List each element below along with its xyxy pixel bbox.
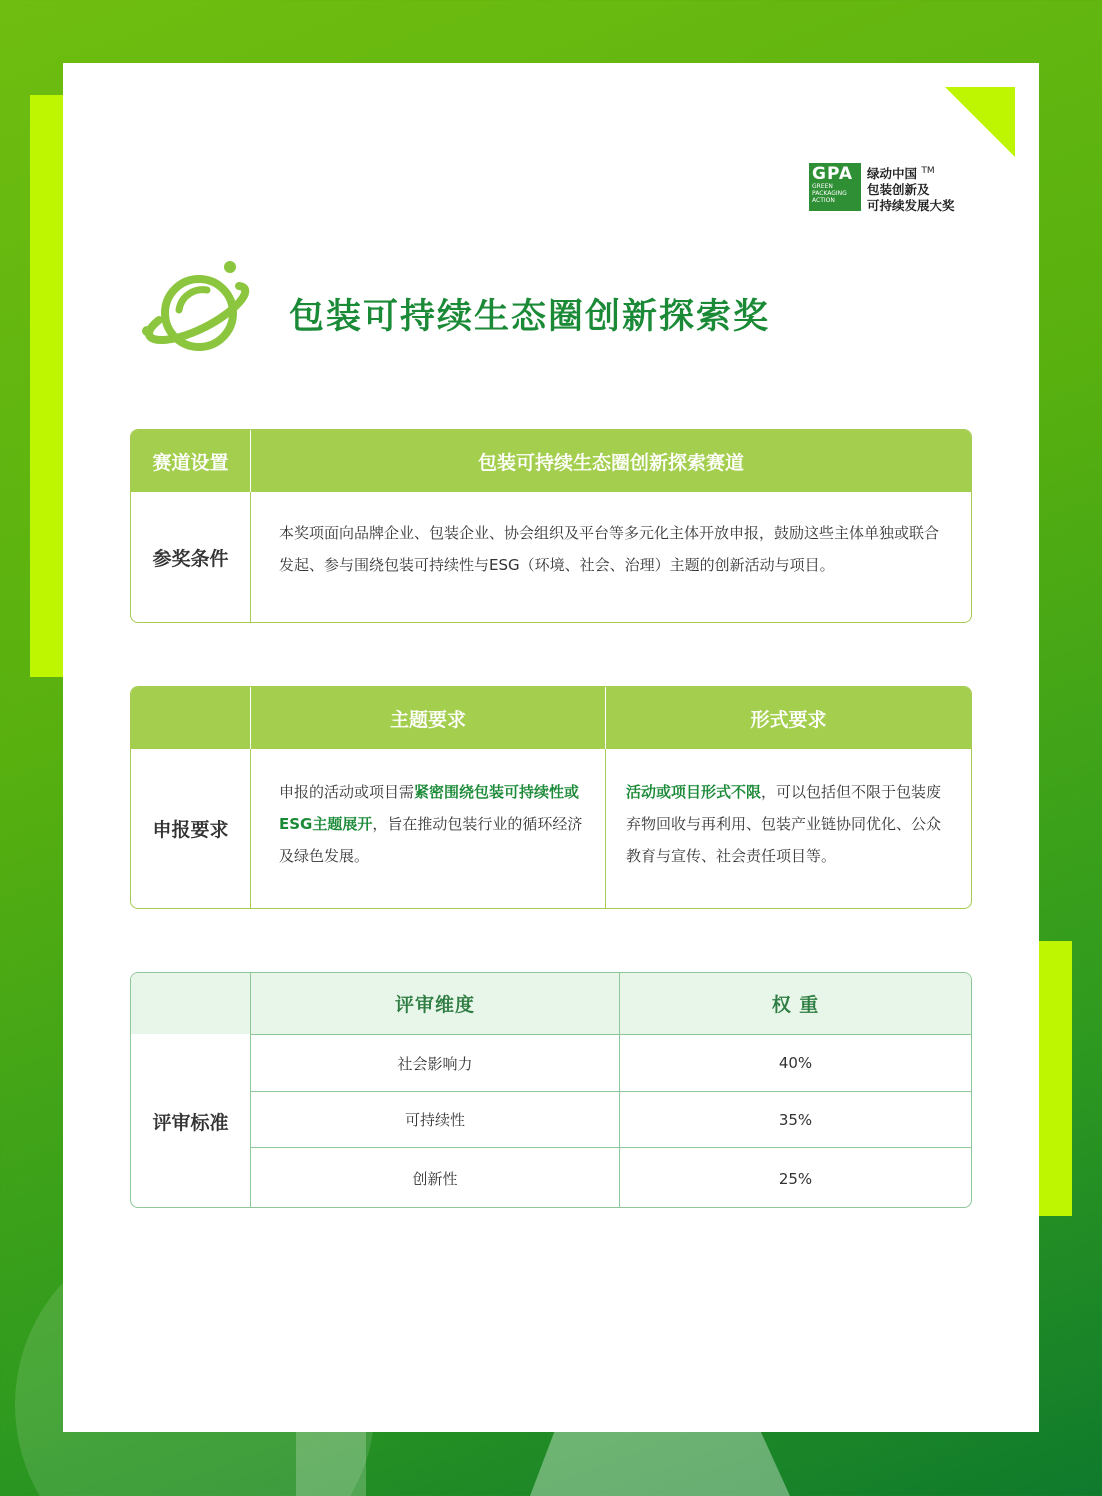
page-title: 包装可持续生态圈创新探索奖: [289, 297, 771, 337]
planet-icon: [139, 258, 259, 368]
gpa-logo: [809, 163, 955, 214]
gpa-badge-sub: GREEN: [812, 183, 833, 190]
dimension-header: 评审维度: [251, 973, 620, 1034]
content-card: [63, 63, 1039, 1432]
gpa-badge: [809, 163, 861, 211]
eligibility-text: 本奖项面向品牌企业、包装企业、协会组织及平台等多元化主体开放申报，鼓励这些主体单独或联合发起、参与围绕包装可持续性与ESG（环境、社会、治理）主题的创新活动与项目。: [279, 524, 940, 574]
criteria-table: [130, 972, 972, 1208]
format-highlight: 活动或项目形式不限: [626, 783, 762, 801]
table-row: [251, 1034, 971, 1091]
weight-cell: 35%: [778, 1110, 813, 1129]
track-table: [130, 429, 972, 623]
criteria-header-empty: [131, 973, 250, 1034]
requirements-label: 申报要求: [131, 749, 251, 908]
track-header-label: 赛道设置: [131, 430, 251, 492]
weight-cell: 25%: [778, 1169, 813, 1188]
eligibility-label: 参奖条件: [131, 492, 251, 622]
format-header: 形式要求: [606, 687, 971, 749]
theme-text-part: ，旨在推动包装行业的循环经济及绿色发展。: [279, 815, 583, 865]
dimension-cell: 可持续性: [251, 1092, 620, 1147]
theme-requirement-text: [251, 749, 606, 908]
weight-cell: 40%: [778, 1054, 813, 1072]
track-header-value: 包装可持续生态圈创新探索赛道: [251, 430, 971, 492]
table-row: [251, 1147, 971, 1208]
gpa-badge-sub: PACKAGING: [812, 190, 847, 197]
logo-text: [867, 163, 955, 214]
requirements-table: [130, 686, 972, 909]
corner-triangle-icon: [945, 87, 1015, 157]
logo-line: 可持续发展大奖: [867, 198, 955, 214]
theme-header: 主题要求: [251, 687, 606, 749]
trademark: TM: [921, 166, 935, 176]
logo-line: 包装创新及: [867, 182, 930, 198]
dimension-cell: 创新性: [251, 1148, 620, 1208]
criteria-label: 评审标准: [152, 1112, 229, 1134]
table-row: [251, 1091, 971, 1147]
requirements-header-empty: [131, 687, 251, 749]
gpa-badge-sub: ACTION: [812, 197, 835, 204]
logo-line: 绿动中国: [867, 166, 918, 182]
weight-header: 权 重: [620, 973, 971, 1034]
gpa-badge-text: GPA: [812, 164, 854, 184]
theme-text-part: 申报的活动或项目需: [279, 783, 415, 801]
format-requirement-text: [606, 749, 971, 908]
theme-highlight: 紧密围绕包装可持续性或ESG主题展开: [279, 783, 580, 833]
criteria-grid: [251, 973, 971, 1208]
format-text-part: ，可以包括但不限于包装废弃物回收与再利用、包装产业链协同优化、公众教育与宣传、社会责任项目等。: [626, 783, 942, 865]
criteria-label-column: [131, 973, 251, 1208]
dimension-cell: 社会影响力: [251, 1035, 620, 1091]
